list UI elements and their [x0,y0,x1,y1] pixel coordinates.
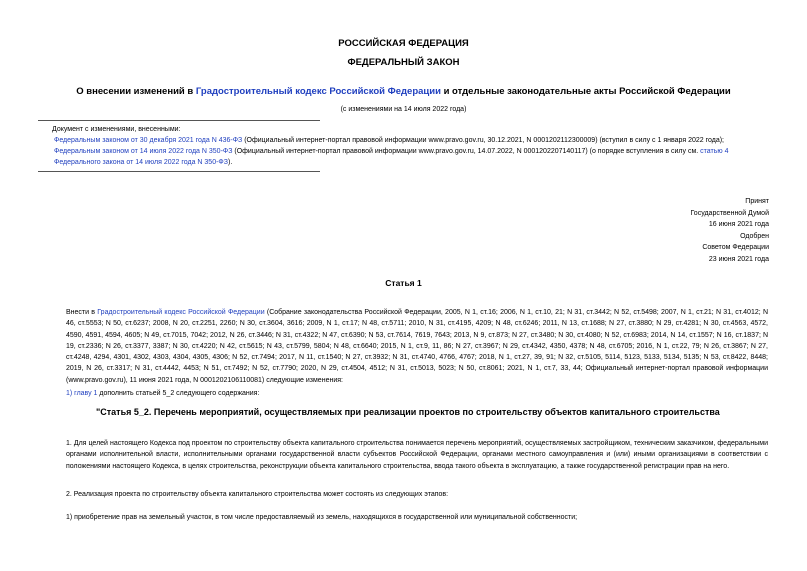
document-title [0,86,807,97]
country-heading: РОССИЙСКАЯ ФЕДЕРАЦИЯ [338,38,469,49]
article-1-prefix: Внести в [66,309,98,316]
changes-item-2-end: ). [227,159,233,166]
changes-item-1-text: (Официальный интернет-портал правовой информации www.pravo.gov.ru, 30.12.2021, N 0001202112300009) (вступил в силу с 1 января 2022 года); [242,137,724,144]
changes-bottom-divider [38,171,320,172]
article-5-2-paragraph-2-text: 2. Реализация проекта по строительству объекта капитального строительства может состоять из следующих этапов: [66,491,449,498]
article-5-2-paragraph-3-text: 1) приобретение прав на земельный участок, в том числе предоставляемый из земель, находящихся в государственной или муниципальной собственности; [66,514,578,521]
changes-item-2-text: (Официальный интернет-портал правовой информации www.pravo.gov.ru, 14.07.2022, N 0001202207140117) (о порядке вступления в силу см. [232,148,701,155]
title-prefix: О внесении изменений в [76,86,196,97]
article-5-2-paragraph-3 [66,512,768,523]
changes-box [52,124,770,168]
changes-heading: Документ с изменениями, внесенными: [52,126,181,133]
chapter-1-link[interactable]: 1) главу 1 [66,390,98,397]
article-1-title: Статья 1 [385,278,422,288]
changes-top-divider [38,120,320,121]
adopted-by: Государственной Думой [690,209,769,217]
title-code-link[interactable]: Градостроительный кодекс Российской Федерации [195,86,441,97]
article-1-item-1 [66,388,768,399]
article-1-item-1-text: дополнить статьей 5_2 следующего содержания: [97,390,260,397]
adopted-date: 16 июня 2021 года [708,221,769,229]
article-1-paragraph [66,307,768,386]
approved-by: Советом Федерации [702,244,769,252]
article4-link[interactable]: статью 4 Федерального закона от 14 июля 2022 года N 350-ФЗ [54,148,729,166]
amendment-link-436[interactable]: Федеральным законом от 30 декабря 2021 года N 436-ФЗ [54,137,243,144]
adopted-label: Принят [745,198,769,205]
approved-label: Одобрен [740,232,769,240]
article-5-2-paragraph-1-text: 1. Для целей настоящего Кодекса под проектом по строительству объекта капитального строительства понимается перечень мероприятий, осуществляемых застройщиком, техническим заказчиком, федеральными органами исполнительной власти, исполнительными органами государственной власти субъектов Российской Федерации, органами местного самоуправления и (или) иными организациями в соответствии с положениями настоящего Кодекса, в целях строительства, реконструкции объекта капитального строительства, ввода такого объекта в эксплуатацию, а также государственной регистрации прав на него. [66,440,768,470]
amendment-link-350[interactable]: Федеральным законом от 14 июля 2022 года N 350-ФЗ [54,148,233,155]
adoption-block [569,196,769,266]
title-suffix: и отдельные законодательные акты Российской Федерации [440,86,731,97]
changes-note: (с изменениями на 14 июля 2022 года) [340,106,467,113]
changes-item-1 [52,135,770,146]
article-5-2-paragraph-2 [66,489,768,500]
article-5-2-paragraph-1 [66,438,768,472]
approved-date: 23 июня 2021 года [708,255,769,263]
code-link[interactable]: Градостроительный кодекс Российской Федерации [97,309,265,316]
article-1-body: (Собрание законодательства Российской Федерации, 2005, N 1, ст.16; 2006, N 1, ст.10, 21; N 31, ст.3442; N 52, ст.5498; 2007, N 1, ст.21; N 31, ст.4012; N 46, ст.5553; N 50, ст.6237; 2008, N 20, ст.2251, 2260; N 30, ст.3604, 3616; 2009, N 1, ст.17; N 48, ст.5711; 2010, N 31, ст.4195, 4209; N 48, ст.6246; 2011, N 13, ст.1688; N 27, ст.3880; N 29, ст.4281; N 30, ст.4563, 4572, 4590, 4591, 4594, 4605; N 49, ст.7015, 7042; 2012, N 26, ст.3446; N 31, ст.4322; N 47, ст.6390; N 53, ст.7614, 7619, 7643; 2013, N 9, ст.873; N 27, ст.3480; N 30, ст.4080; N 52, ст.6983; 2014, N 14, ст.1557; N 16, ст.1837; N 19, ст.2336; N 26, ст.3377, 3387; N 30, ст.4220; N 42, ст.5615; N 43, ст.5799, 5804; N 48, ст.6640; 2015, N 1, ст.9, 11, 86; N 27, ст.3967; N 29, ст.4342, 4350, 4378; N 48, ст.6705; 2016, N 1, ст.22, 79; N 26, ст.3867; N 27, ст.4248, 4294, 4301, 4302, 4303, 4304, 4305, 4306; N 52, ст.7494; 2017, N 11, ст.1540; N 27, ст.3932; N 31, ст.4740, 4766, 4767; 2018, N 1, ст.27, 39, 91; N 32, ст.5105, 5114, 5123, 5133, 5134, 5135; N 53, ст.8422, 8448; 2019, N 26, ст.3317; N 31, ст.4442, 4453; N 51, ст.7492; N 52, ст.7790; 2020, N 29, ст.4504, 4512; N 31, ст.5013, 5023; N 50, ст.8061; 2021, N 1, ст.7, 33, 44; Официальный интернет-портал правовой информации (www.pravo.gov.ru), 11 июня 2021 года, N 0001202106110081) следующие изменения: [66,309,768,384]
law-type-heading: ФЕДЕРАЛЬНЫЙ ЗАКОН [347,57,460,68]
article-5-2-title: "Статья 5_2. Перечень мероприятий, осуществляемых при реализации проектов по строительству объектов капитального строительства [96,407,720,417]
changes-item-2 [52,146,770,168]
